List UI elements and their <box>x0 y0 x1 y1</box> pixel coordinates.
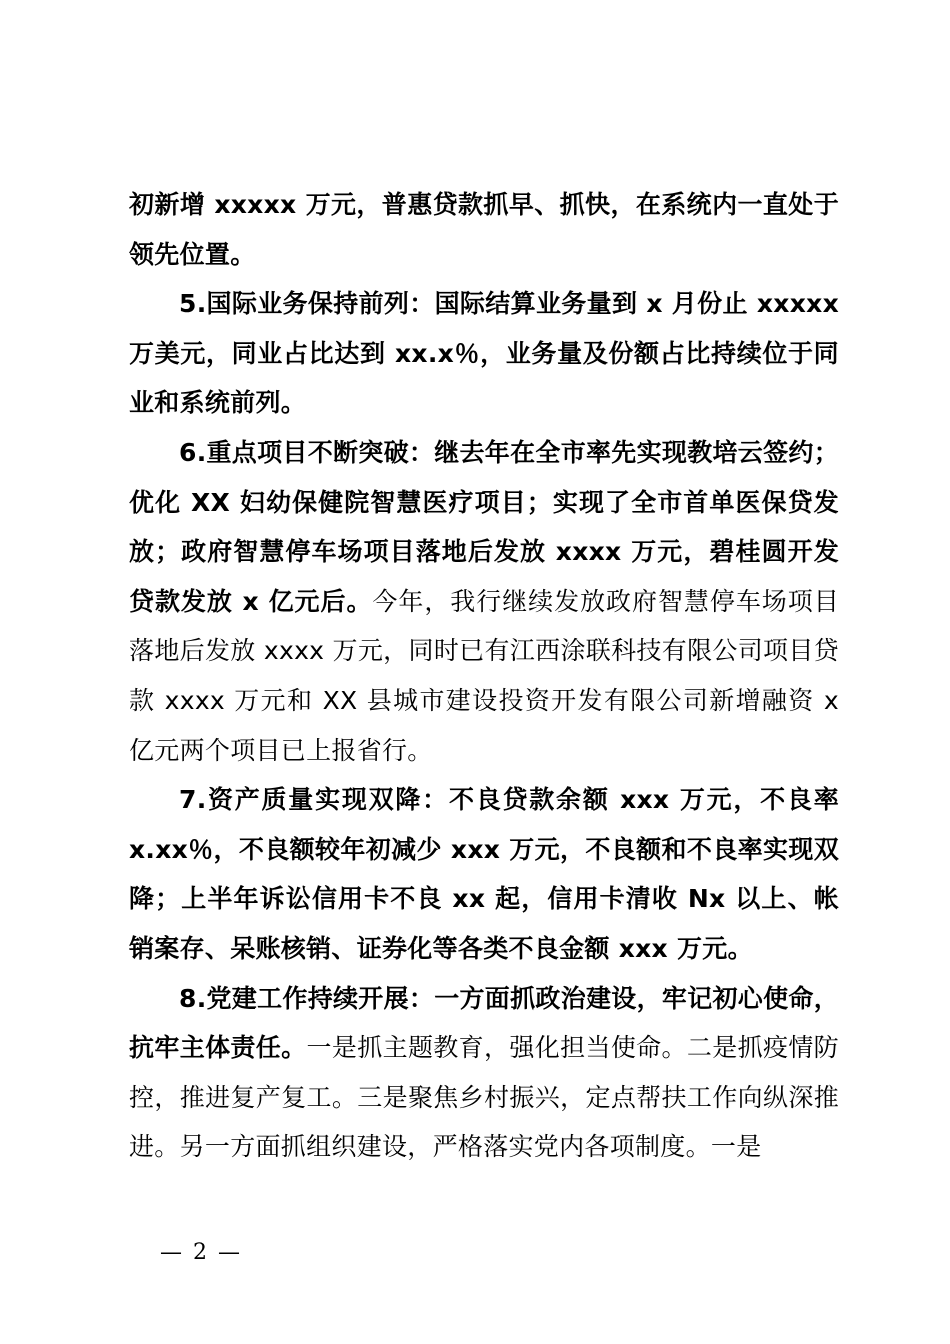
paragraph-key-projects <box>129 428 839 775</box>
page-number: — 2 — <box>160 1240 242 1265</box>
paragraph-bold-text: 初新增 xxxxx 万元，普惠贷款抓早、抓快，在系统内一直处于领先位置。 <box>129 190 839 269</box>
paragraph-bold-text: 5.国际业务保持前列：国际结算业务量到 x 月份止 xxxxx 万美元，同业占比达到 xx.x％，业务量及份额占比持续位于同业和系统前列。 <box>129 289 839 418</box>
paragraph-party-building <box>129 974 839 1172</box>
paragraph-bold-text: 8.党建工作持续开展：一方面抓政治建设，牢记初心使命，抗牢主体责任。 <box>129 983 839 1063</box>
document-body <box>129 180 839 1172</box>
paragraph-continuation <box>129 180 839 279</box>
paragraph-normal-text: 今年，我行继续发放政府智慧停车场项目落地后发放 xxxx 万元，同时已有江西涂联科技有限公司项目贷款 xxxx 万元和 XX 县城市建设投资开发有限公司新增融资 x 亿元两个项目已上报省行。 <box>129 586 839 765</box>
paragraph-asset-quality <box>129 775 839 973</box>
paragraph-bold-text: 6.重点项目不断突破：继去年在全市率先实现教培云签约；优化 XX 妇幼保健院智慧医疗项目；实现了全市首单医保贷发放；政府智慧停车场项目落地后发放 xxxx 万元，碧桂圆开发贷款发放 x 亿元后。 <box>129 437 839 616</box>
paragraph-international-business <box>129 279 839 428</box>
paragraph-bold-text: 7.资产质量实现双降：不良贷款余额 xxx 万元，不良率 x.xx％，不良额较年初减少 xxx 万元，不良额和不良率实现双降；上半年诉讼信用卡不良 xx 起，信用卡清收 Nx 以上、帐销案存、呆账核销、证券化等各类不良金额 xxx 万元。 <box>129 785 839 963</box>
paragraph-normal-text: 一是抓主题教育，强化担当使命。二是抓疫情防控，推进复产复工。三是聚焦乡村振兴，定点帮扶工作向纵深推进。另一方面抓组织建设，严格落实党内各项制度。一是 <box>129 1033 839 1162</box>
